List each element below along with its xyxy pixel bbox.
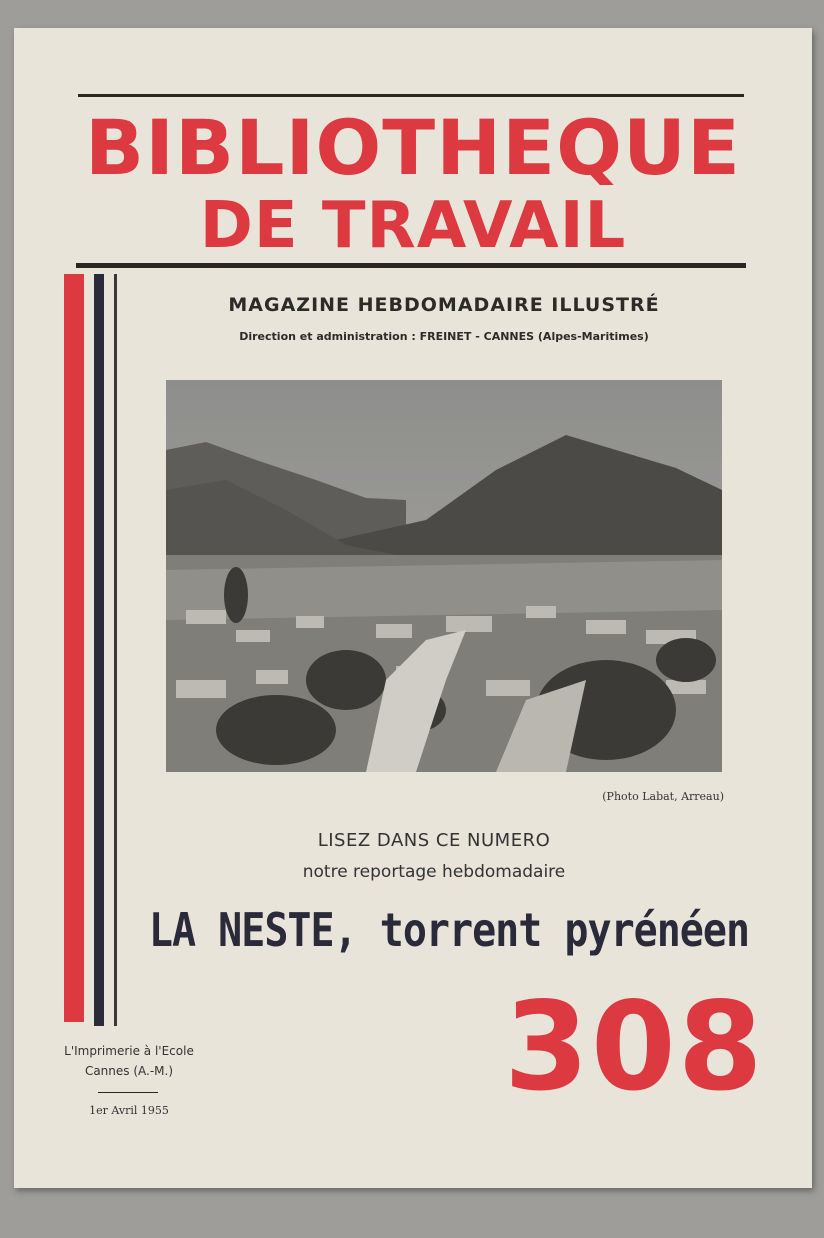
masthead-line-1: BIBLIOTHEQUE — [85, 103, 741, 192]
subtitle: MAGAZINE HEBDOMADAIRE ILLUSTRÉ — [228, 294, 660, 316]
imprint-rule — [98, 1092, 158, 1093]
feature-title: LA NESTE, torrent pyrénéen — [148, 904, 750, 958]
thin-stripe — [114, 274, 117, 1026]
masthead-rule — [76, 263, 746, 268]
imprint-line-2: Cannes (A.-M.) — [84, 1064, 174, 1078]
direction-line: Direction et administration : FREINET - CANNES (Alpes-Maritimes) — [239, 330, 649, 343]
magazine-cover — [14, 28, 812, 1188]
teaser-line-1: LISEZ DANS CE NUMERO — [317, 830, 551, 851]
imprint-line-1: L'Imprimerie à l'Ecole — [64, 1044, 194, 1058]
village-photo — [166, 380, 722, 772]
issue-number: 308 — [504, 976, 765, 1118]
issue-date: 1er Avril 1955 — [89, 1104, 169, 1117]
photo-credit: (Photo Labat, Arreau) — [602, 790, 724, 803]
top-rule — [78, 94, 744, 97]
red-stripe — [64, 274, 84, 1022]
teaser-line-2: notre reportage hebdomadaire — [302, 862, 566, 882]
masthead-line-2: DE TRAVAIL — [199, 189, 627, 263]
navy-stripe — [94, 274, 104, 1026]
